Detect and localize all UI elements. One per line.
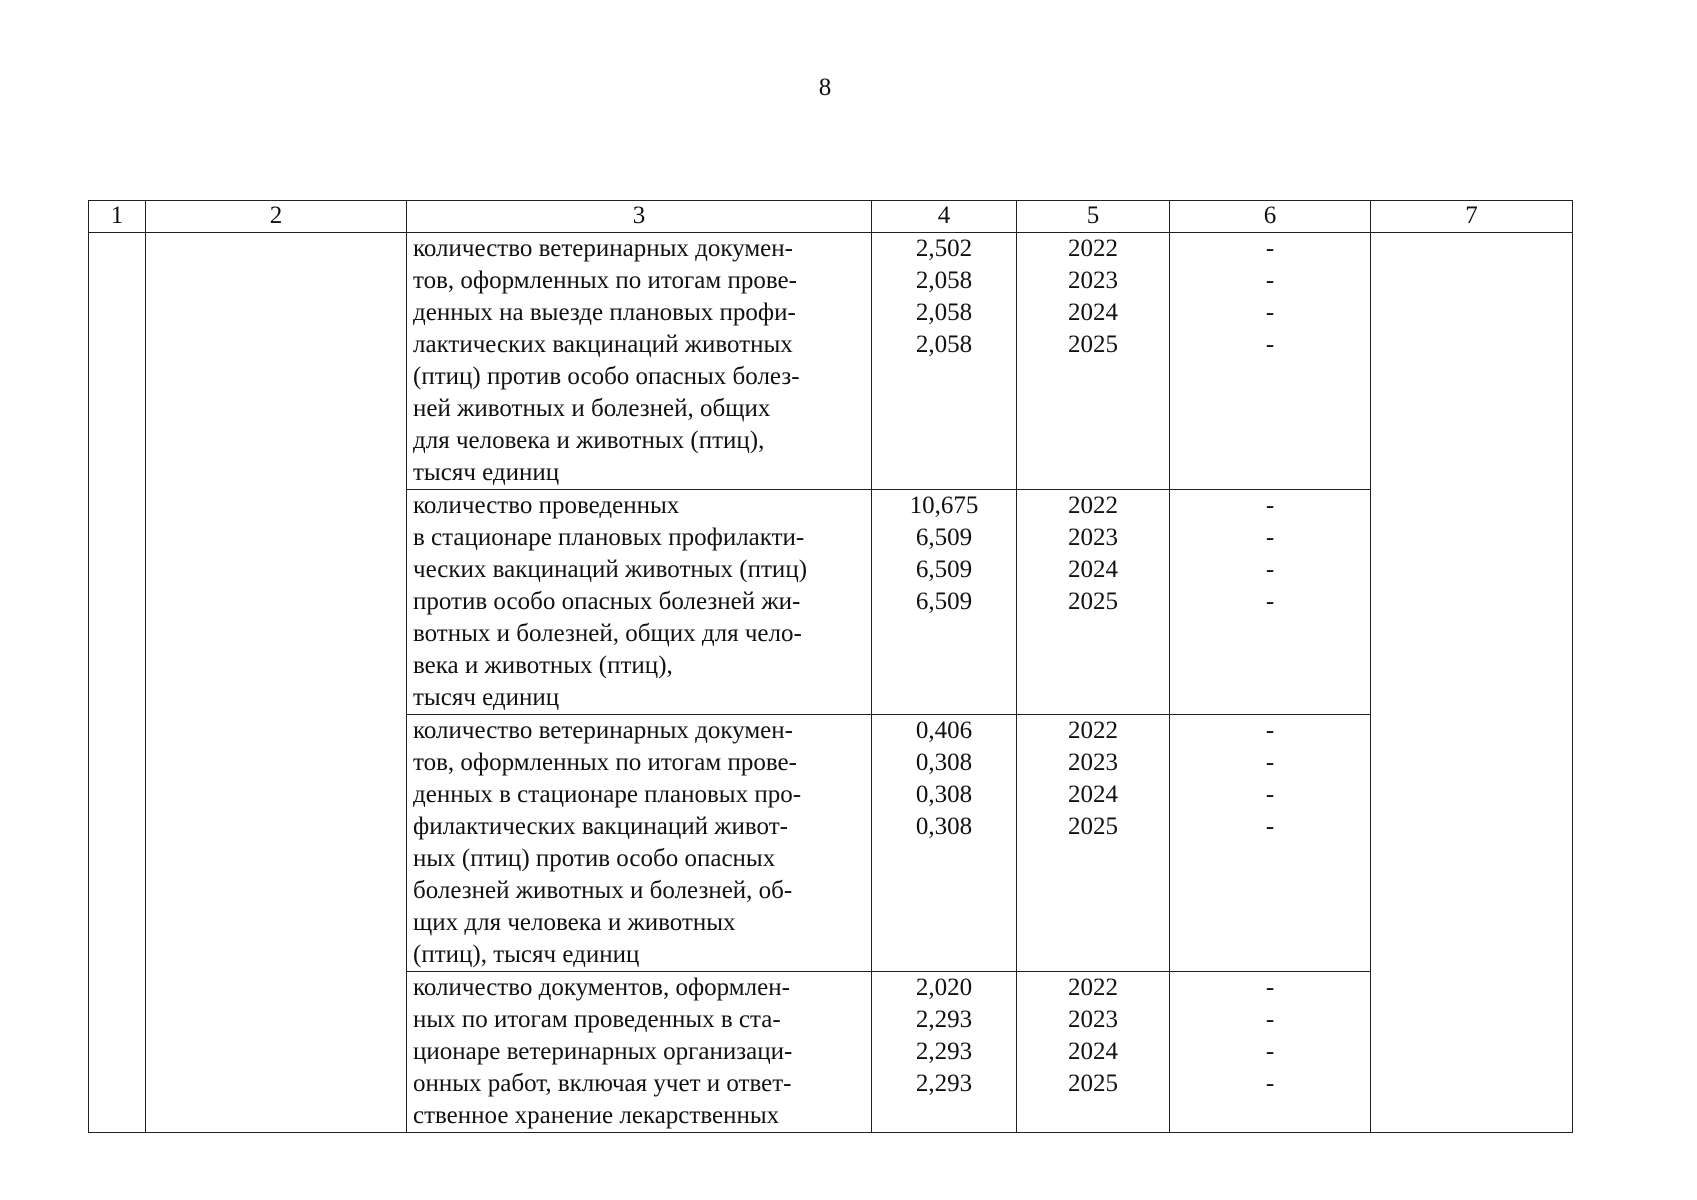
dash: - <box>1265 331 1275 358</box>
header-col-7: 7 <box>1371 201 1573 233</box>
col6-dashes <box>1170 972 1371 1133</box>
dash: - <box>1265 588 1275 615</box>
description-line: количество ветеринарных докумен- <box>413 235 793 262</box>
description-line: количество документов, оформлен- <box>413 974 790 1001</box>
description-line: (птиц) против особо опасных болез- <box>413 363 800 390</box>
indicator-values <box>872 233 1017 490</box>
description-line: тов, оформленных по итогам прове- <box>413 267 797 294</box>
table-row <box>89 233 1573 490</box>
year: 2025 <box>1068 331 1118 358</box>
year: 2025 <box>1068 1070 1118 1097</box>
value: 0,406 <box>915 717 973 744</box>
dash: - <box>1265 1038 1275 1065</box>
description-line: лактических вакцинаций животных <box>413 331 793 358</box>
year: 2024 <box>1068 781 1118 808</box>
dash: - <box>1265 1006 1275 1033</box>
value: 2,020 <box>915 974 973 1001</box>
year: 2023 <box>1068 1006 1118 1033</box>
dash: - <box>1265 556 1275 583</box>
dash: - <box>1265 781 1275 808</box>
description-line: денных в стационаре плановых про- <box>413 781 802 808</box>
description-line: болезней животных и болезней, об- <box>413 877 793 904</box>
description-line: (птиц), тысяч единиц <box>413 941 640 968</box>
year: 2023 <box>1068 524 1118 551</box>
dash: - <box>1265 299 1275 326</box>
year: 2024 <box>1068 299 1118 326</box>
value: 0,308 <box>915 781 973 808</box>
indicator-description <box>407 715 872 972</box>
header-col-1: 1 <box>89 201 146 233</box>
indicator-values <box>872 972 1017 1133</box>
indicator-years <box>1017 233 1170 490</box>
indicator-years <box>1017 490 1170 715</box>
dash: - <box>1265 524 1275 551</box>
dash: - <box>1265 974 1275 1001</box>
value: 10,675 <box>909 492 979 519</box>
page-number: 8 <box>818 74 832 101</box>
header-col-2: 2 <box>146 201 407 233</box>
description-line: тысяч единиц <box>413 459 560 486</box>
year: 2025 <box>1068 813 1118 840</box>
col1-cell <box>89 233 146 1133</box>
description-line: ных (птиц) против особо опасных <box>413 845 776 872</box>
description-line: ционаре ветеринарных организаци- <box>413 1038 793 1065</box>
indicator-values <box>872 490 1017 715</box>
year: 2022 <box>1068 974 1118 1001</box>
description-line: против особо опасных болезней жи- <box>413 588 801 615</box>
description-line: ственное хранение лекарственных <box>413 1102 780 1129</box>
value: 6,509 <box>915 524 973 551</box>
dash: - <box>1265 492 1275 519</box>
indicator-values <box>872 715 1017 972</box>
indicator-description <box>407 490 872 715</box>
col7-cell <box>1371 233 1573 1133</box>
description-line: денных на выезде плановых профи- <box>413 299 796 326</box>
description-line: щих для человека и животных <box>413 909 736 936</box>
dash: - <box>1265 267 1275 294</box>
value: 2,502 <box>915 235 973 262</box>
value: 2,293 <box>915 1038 973 1065</box>
value: 2,058 <box>915 267 973 294</box>
col2-cell <box>146 233 407 1133</box>
value: 6,509 <box>915 588 973 615</box>
header-col-4: 4 <box>872 201 1017 233</box>
description-line: в стационаре плановых профилакти- <box>413 524 805 551</box>
indicator-years <box>1017 972 1170 1133</box>
description-line: ческих вакцинаций животных (птиц) <box>413 556 808 583</box>
header-row <box>89 201 1573 233</box>
col6-dashes <box>1170 233 1371 490</box>
year: 2022 <box>1068 492 1118 519</box>
col6-dashes <box>1170 490 1371 715</box>
value: 2,293 <box>915 1006 973 1033</box>
dash: - <box>1265 235 1275 262</box>
value: 0,308 <box>915 749 973 776</box>
description-line: количество проведенных <box>413 492 680 519</box>
description-line: вотных и болезней, общих для чело- <box>413 620 802 647</box>
year: 2022 <box>1068 235 1118 262</box>
indicators-table <box>88 200 1573 1133</box>
indicator-description <box>407 972 872 1133</box>
dash: - <box>1265 749 1275 776</box>
indicator-years <box>1017 715 1170 972</box>
description-line: филактических вакцинаций живот- <box>413 813 788 840</box>
value: 2,058 <box>915 299 973 326</box>
header-col-5: 5 <box>1017 201 1170 233</box>
value: 0,308 <box>915 813 973 840</box>
description-line: тов, оформленных по итогам прове- <box>413 749 797 776</box>
year: 2022 <box>1068 717 1118 744</box>
year: 2023 <box>1068 267 1118 294</box>
description-line: для человека и животных (птиц), <box>413 427 765 454</box>
description-line: онных работ, включая учет и ответ- <box>413 1070 792 1097</box>
year: 2024 <box>1068 556 1118 583</box>
col6-dashes <box>1170 715 1371 972</box>
description-line: века и животных (птиц), <box>413 652 673 679</box>
year: 2025 <box>1068 588 1118 615</box>
description-line: тысяч единиц <box>413 684 560 711</box>
header-col-6: 6 <box>1170 201 1371 233</box>
value: 2,058 <box>915 331 973 358</box>
description-line: ных по итогам проведенных в ста- <box>413 1006 781 1033</box>
indicator-description <box>407 233 872 490</box>
value: 6,509 <box>915 556 973 583</box>
dash: - <box>1265 1070 1275 1097</box>
description-line: количество ветеринарных докумен- <box>413 717 793 744</box>
dash: - <box>1265 717 1275 744</box>
description-line: ней животных и болезней, общих <box>413 395 771 422</box>
year: 2023 <box>1068 749 1118 776</box>
value: 2,293 <box>915 1070 973 1097</box>
header-col-3: 3 <box>407 201 872 233</box>
dash: - <box>1265 813 1275 840</box>
year: 2024 <box>1068 1038 1118 1065</box>
